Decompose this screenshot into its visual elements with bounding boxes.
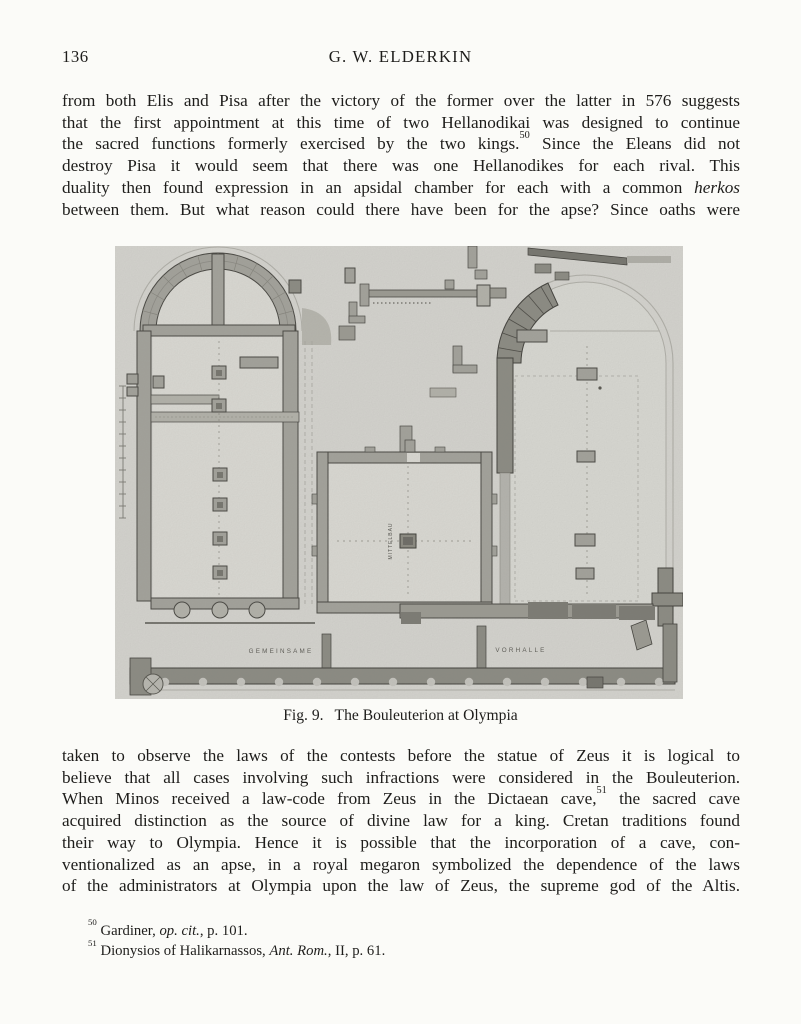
text-line: of the administrators at Olympia upon the law of Zeus, the supreme god of the Altis. — [62, 876, 740, 896]
text-line: duality then found expression in an apsidal chamber for each with a common herkos — [62, 177, 740, 197]
text-line: between them. But what reason could there have been for the apse? Since oaths were — [62, 199, 740, 219]
text-line: ventionalized as an apse, in a royal megaron symbolized the dependence of the laws — [62, 854, 740, 874]
gemeinsame-label: GEMEINSAME — [248, 648, 314, 655]
text-line: destroy Pisa it would seem that there was one Hellanodikes for each rival. This — [62, 156, 740, 176]
bouleuterion-plan-drawing — [115, 246, 683, 699]
text-line: believe that all cases involving such infractions were considered in the Bouleuterion. — [62, 767, 740, 787]
text-line: from both Elis and Pisa after the victory of the former over the latter in 576 suggests — [62, 91, 740, 110]
text-line: taken to observe the laws of the contests before the statue of Zeus it is logical to — [62, 746, 740, 765]
figure-caption-title: The Bouleuterion at Olympia — [334, 707, 518, 724]
text-line: that the first appointment at this time of two Hellanodikai was designed to continue — [62, 112, 740, 132]
figure-caption-number: Fig. 9. — [283, 707, 324, 724]
text-line: the sacred functions formerly exercised by the two kings.$^{50}$ Since the Eleans did not — [62, 130, 740, 154]
vorhalle-label: VORHALLE — [495, 647, 547, 654]
page-number: 136 — [62, 47, 89, 66]
text-line: $^{51}$ Dionysios of Halikarnassos, Ant. Rom., II, p. 61. — [88, 937, 386, 960]
paragraph-1 — [62, 90, 740, 220]
text-line: $^{50}$ Gardiner, op. cit., p. 101. — [88, 917, 248, 939]
figure-plan-photo — [115, 246, 683, 699]
running-head: G. W. ELDERKIN — [328, 47, 473, 66]
text-line: their way to Olympia. Hence it is possible that the incorporation of a cave, con- — [62, 832, 740, 852]
mittelbau-label: MITTELBAU — [388, 522, 394, 560]
figure-caption — [0, 707, 801, 725]
paragraph-2 — [62, 745, 740, 897]
text-line: acquired distinction as the source of divine law for a king. Cretan traditions found — [62, 811, 740, 831]
footnotes — [62, 917, 740, 962]
text-line: When Minos received a law-code from Zeus in the Dictaean cave,$^{51}$ the sacred cave — [62, 785, 741, 809]
photo-grain-overlay — [115, 246, 683, 699]
